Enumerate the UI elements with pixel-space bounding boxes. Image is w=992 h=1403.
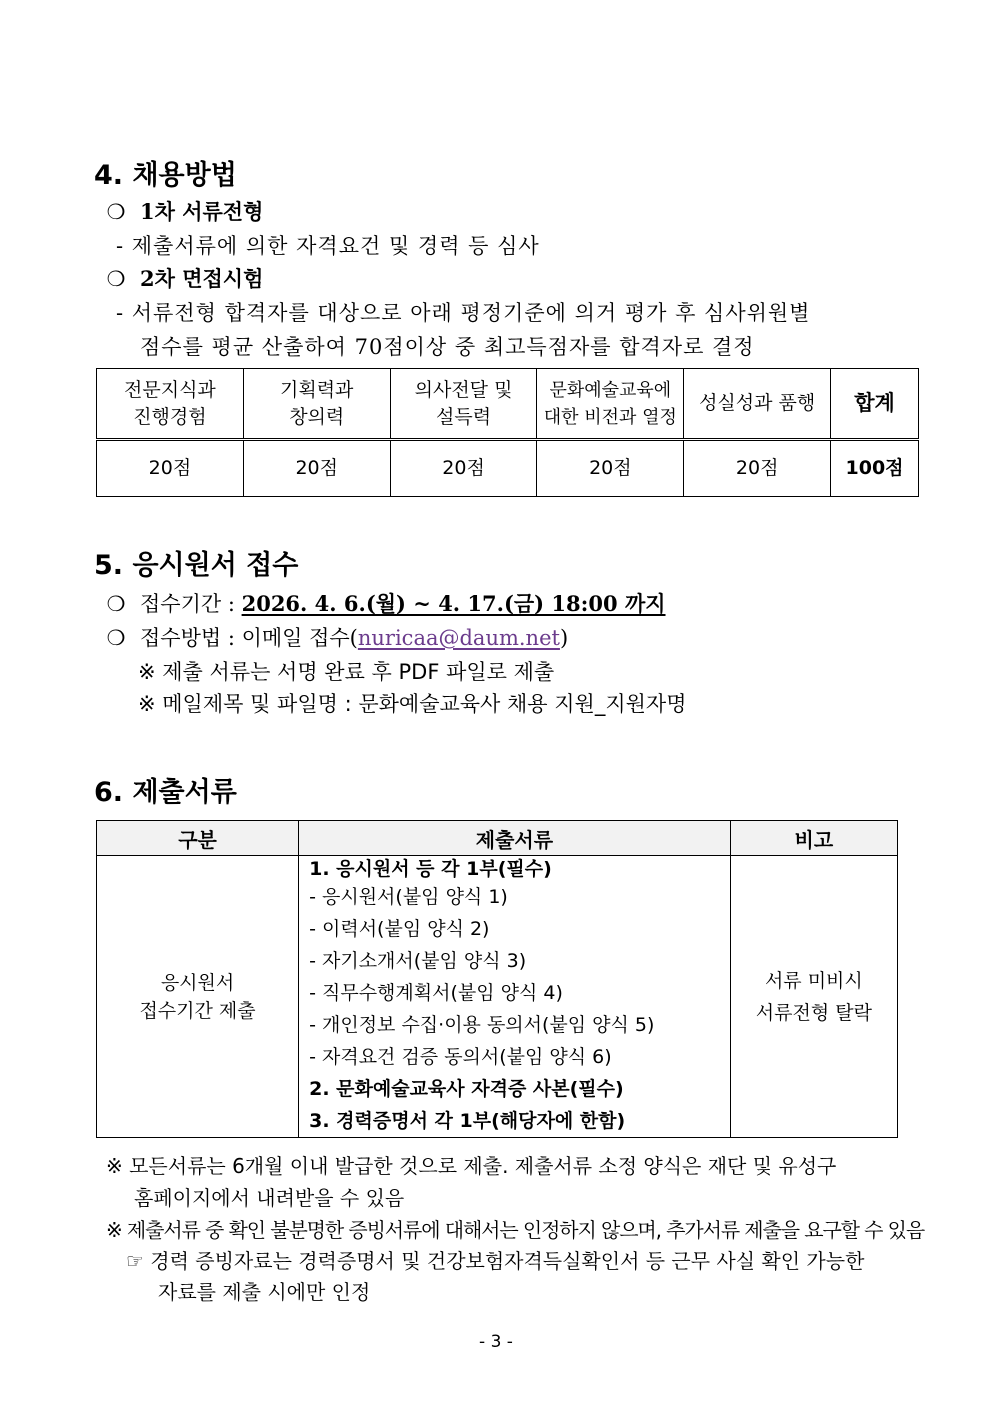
criterion-score-4: 20점 bbox=[537, 440, 684, 497]
required-documents-table bbox=[96, 820, 898, 1138]
round2-desc-line1: - 서류전형 합격자를 대상으로 아래 평정기준에 의거 평가 후 심사위원별 bbox=[116, 301, 811, 325]
header-category: 구분 bbox=[97, 821, 299, 856]
evaluation-criteria-table bbox=[96, 368, 919, 497]
criterion-score-1: 20점 bbox=[97, 440, 244, 497]
header-documents: 제출서류 bbox=[299, 821, 731, 856]
footnote-3-line2: 자료를 제출 시에만 인정 bbox=[158, 1280, 371, 1304]
circle-bullet-icon: ❍ bbox=[106, 626, 126, 650]
application-method bbox=[106, 622, 568, 652]
doc-item: - 직무수행계획서(붙임 양식 4) bbox=[309, 981, 563, 1004]
doc-item: - 자기소개서(붙임 양식 3) bbox=[309, 949, 527, 972]
criterion-score-2: 20점 bbox=[243, 440, 390, 497]
round1-desc: - 제출서류에 의한 자격요건 및 경력 등 심사 bbox=[116, 234, 540, 258]
round2-desc-line2: 점수를 평균 산출하여 70점이상 중 최고득점자를 합격자로 결정 bbox=[140, 335, 755, 359]
criterion-header-1: 전문지식과 진행경험 bbox=[97, 369, 244, 440]
doc-item: - 자격요건 검증 동의서(붙임 양식 6) bbox=[309, 1045, 612, 1068]
criterion-score-3: 20점 bbox=[390, 440, 537, 497]
circle-bullet-icon: ❍ bbox=[106, 267, 126, 291]
round1-title: 1차 서류전형 bbox=[140, 199, 264, 224]
doc-item: - 개인정보 수집·이용 동의서(붙임 양식 5) bbox=[309, 1013, 655, 1036]
documents-list bbox=[299, 856, 731, 1138]
page-number: - 3 - bbox=[479, 1332, 513, 1352]
total-header: 합계 bbox=[831, 369, 919, 440]
footnote-1-line1: ※ 모든서류는 6개월 이내 발급한 것으로 제출. 제출서류 소정 양식은 재단 및 유성구 bbox=[106, 1154, 837, 1178]
email-link[interactable]: nuricaa@daum.net bbox=[357, 626, 560, 650]
submission-note-1: ※ 제출 서류는 서명 완료 후 PDF 파일로 제출 bbox=[138, 660, 555, 684]
section-6-title: 6. 제출서류 bbox=[94, 777, 237, 808]
total-score: 100점 bbox=[831, 440, 919, 497]
doc-item: - 이력서(붙임 양식 2) bbox=[309, 917, 490, 940]
criterion-score-5: 20점 bbox=[684, 440, 831, 497]
criterion-header-3: 의사전달 및 설득력 bbox=[390, 369, 537, 440]
footnote-1-line2: 홈페이지에서 내려받을 수 있음 bbox=[134, 1186, 405, 1210]
footnote-3-line1: ☞ 경력 증빙자료는 경력증명서 및 건강보험자격득실확인서 등 근무 사실 확인 가능한 bbox=[126, 1249, 865, 1273]
category-cell: 응시원서 접수기간 제출 bbox=[97, 856, 299, 1138]
circle-bullet-icon: ❍ bbox=[106, 200, 126, 224]
criterion-header-4: 문화예술교육에 대한 비전과 열정 bbox=[537, 369, 684, 440]
period-value: 2026. 4. 6.(월) ~ 4. 17.(금) 18:00 까지 bbox=[241, 591, 666, 616]
round2-heading bbox=[106, 263, 263, 293]
doc-item: - 응시원서(붙임 양식 1) bbox=[309, 885, 508, 908]
footnote-2: ※ 제출서류 중 확인 불분명한 증빙서류에 대해서는 인정하지 않으며, 추가서류 제출을 요구할 수 있음 bbox=[106, 1218, 925, 1242]
criterion-header-2: 기획력과 창의력 bbox=[243, 369, 390, 440]
method-label: 접수방법 : 이메일 접수( bbox=[140, 626, 358, 650]
criterion-header-5: 성실성과 품행 bbox=[684, 369, 831, 440]
doc-item: 1. 응시원서 등 각 1부(필수) bbox=[309, 857, 552, 880]
header-remarks: 비고 bbox=[730, 821, 897, 856]
remark-cell: 서류 미비시 서류전형 탈락 bbox=[730, 856, 897, 1138]
round2-title: 2차 면접시험 bbox=[140, 266, 264, 291]
doc-item: 3. 경력증명서 각 1부(해당자에 한함) bbox=[309, 1109, 626, 1132]
period-label: 접수기간 : bbox=[140, 592, 235, 616]
round1-heading bbox=[106, 196, 263, 226]
method-close: ) bbox=[559, 626, 569, 650]
doc-item: 2. 문화예술교육사 자격증 사본(필수) bbox=[309, 1077, 624, 1100]
submission-note-2: ※ 메일제목 및 파일명 : 문화예술교육사 채용 지원_지원자명 bbox=[138, 692, 687, 716]
section-5-title: 5. 응시원서 접수 bbox=[94, 550, 299, 581]
application-period bbox=[106, 588, 666, 618]
circle-bullet-icon: ❍ bbox=[106, 592, 126, 616]
section-4-title: 4. 채용방법 bbox=[94, 160, 237, 191]
